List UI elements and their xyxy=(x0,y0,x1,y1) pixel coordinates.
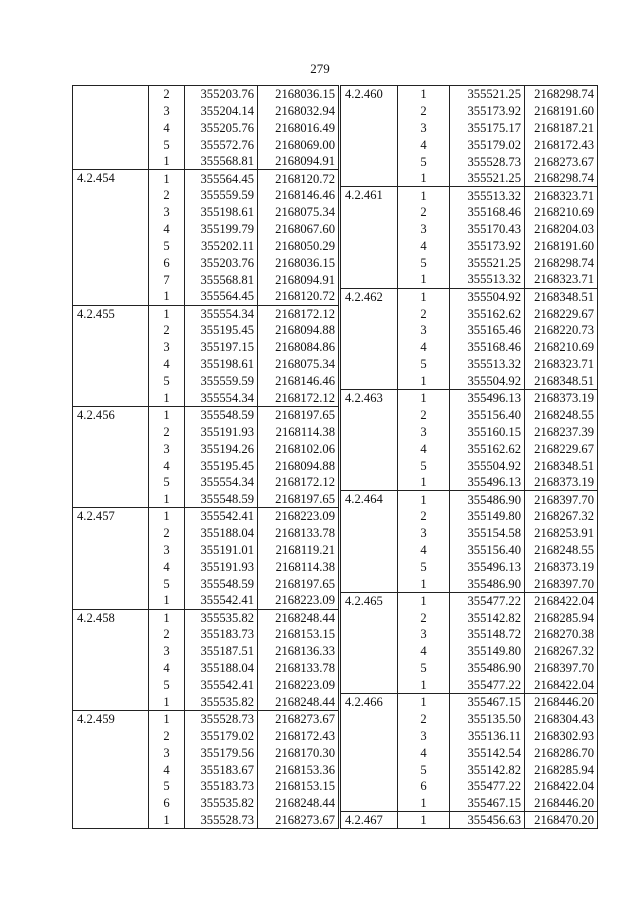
point-number: 2 xyxy=(149,187,185,204)
point-number: 2 xyxy=(149,727,185,744)
y-coordinate: 2168397.70 xyxy=(525,491,598,508)
point-number: 2 xyxy=(398,609,450,626)
y-coordinate: 2168120.72 xyxy=(258,288,339,305)
point-number: 7 xyxy=(149,271,185,288)
x-coordinate: 355156.40 xyxy=(450,542,525,559)
point-number: 1 xyxy=(149,406,185,423)
x-coordinate: 355197.15 xyxy=(185,339,258,356)
x-coordinate: 355564.45 xyxy=(185,170,258,187)
y-coordinate: 2168298.74 xyxy=(525,254,598,271)
x-coordinate: 355148.72 xyxy=(450,626,525,643)
y-coordinate: 2168119.21 xyxy=(258,542,339,559)
y-coordinate: 2168373.19 xyxy=(525,474,598,491)
y-coordinate: 2168348.51 xyxy=(525,457,598,474)
y-coordinate: 2168094.88 xyxy=(258,322,339,339)
y-coordinate: 2168036.15 xyxy=(258,254,339,271)
x-coordinate: 355199.79 xyxy=(185,221,258,238)
table-row xyxy=(341,187,598,204)
point-number: 2 xyxy=(398,406,450,423)
x-coordinate: 355162.62 xyxy=(450,305,525,322)
y-coordinate: 2168146.46 xyxy=(258,187,339,204)
point-number: 1 xyxy=(149,305,185,322)
parcel-id: 4.2.466 xyxy=(341,694,398,812)
x-coordinate: 355521.25 xyxy=(450,254,525,271)
parcel-id: 4.2.463 xyxy=(341,390,398,491)
y-coordinate: 2168094.91 xyxy=(258,153,339,170)
point-number: 3 xyxy=(398,322,450,339)
point-number: 4 xyxy=(149,761,185,778)
point-number: 4 xyxy=(149,558,185,575)
x-coordinate: 355513.32 xyxy=(450,187,525,204)
point-number: 1 xyxy=(149,710,185,727)
x-coordinate: 355548.59 xyxy=(185,491,258,508)
point-number: 2 xyxy=(149,322,185,339)
y-coordinate: 2168323.71 xyxy=(525,187,598,204)
y-coordinate: 2168153.36 xyxy=(258,761,339,778)
table-row xyxy=(341,592,598,609)
y-coordinate: 2168094.91 xyxy=(258,271,339,288)
y-coordinate: 2168146.46 xyxy=(258,373,339,390)
y-coordinate: 2168197.65 xyxy=(258,406,339,423)
point-number: 5 xyxy=(398,660,450,677)
point-number: 3 xyxy=(398,626,450,643)
x-coordinate: 355170.43 xyxy=(450,221,525,238)
parcel-id: 4.2.459 xyxy=(73,710,149,828)
x-coordinate: 355195.45 xyxy=(185,457,258,474)
y-coordinate: 2168133.78 xyxy=(258,525,339,542)
point-number: 1 xyxy=(149,592,185,609)
x-coordinate: 355165.46 xyxy=(450,322,525,339)
y-coordinate: 2168223.09 xyxy=(258,677,339,694)
y-coordinate: 2168285.94 xyxy=(525,761,598,778)
y-coordinate: 2168172.43 xyxy=(258,727,339,744)
x-coordinate: 355149.80 xyxy=(450,508,525,525)
point-number: 3 xyxy=(149,643,185,660)
point-number: 5 xyxy=(149,677,185,694)
point-number: 1 xyxy=(149,694,185,711)
point-number: 5 xyxy=(149,238,185,255)
point-number: 5 xyxy=(398,761,450,778)
table-row xyxy=(341,86,598,103)
point-number: 1 xyxy=(149,812,185,829)
x-coordinate: 355477.22 xyxy=(450,677,525,694)
x-coordinate: 355173.92 xyxy=(450,102,525,119)
y-coordinate: 2168304.43 xyxy=(525,710,598,727)
point-number: 5 xyxy=(398,356,450,373)
parcel-id: 4.2.454 xyxy=(73,170,149,305)
point-number: 1 xyxy=(398,373,450,390)
x-coordinate: 355528.73 xyxy=(185,812,258,829)
table-row xyxy=(73,508,339,525)
point-number: 4 xyxy=(398,542,450,559)
y-coordinate: 2168397.70 xyxy=(525,575,598,592)
x-coordinate: 355513.32 xyxy=(450,271,525,288)
point-number: 5 xyxy=(149,778,185,795)
point-number: 1 xyxy=(149,508,185,525)
x-coordinate: 355467.15 xyxy=(450,795,525,812)
point-number: 1 xyxy=(398,390,450,407)
x-coordinate: 355486.90 xyxy=(450,575,525,592)
point-number: 6 xyxy=(149,254,185,271)
table-row xyxy=(73,710,339,727)
y-coordinate: 2168136.33 xyxy=(258,643,339,660)
x-coordinate: 355198.61 xyxy=(185,356,258,373)
y-coordinate: 2168069.00 xyxy=(258,136,339,153)
point-number: 3 xyxy=(149,744,185,761)
x-coordinate: 355183.73 xyxy=(185,626,258,643)
parcel-id: 4.2.458 xyxy=(73,609,149,710)
x-coordinate: 355191.01 xyxy=(185,542,258,559)
x-coordinate: 355136.11 xyxy=(450,727,525,744)
point-number: 5 xyxy=(149,373,185,390)
point-number: 2 xyxy=(149,525,185,542)
y-coordinate: 2168348.51 xyxy=(525,373,598,390)
y-coordinate: 2168323.71 xyxy=(525,356,598,373)
coordinates-table-right xyxy=(340,85,598,829)
point-number: 3 xyxy=(398,119,450,136)
x-coordinate: 355504.92 xyxy=(450,288,525,305)
x-coordinate: 355496.13 xyxy=(450,558,525,575)
point-number: 3 xyxy=(149,542,185,559)
y-coordinate: 2168348.51 xyxy=(525,288,598,305)
y-coordinate: 2168285.94 xyxy=(525,609,598,626)
table-row xyxy=(341,390,598,407)
point-number: 1 xyxy=(398,677,450,694)
y-coordinate: 2168248.44 xyxy=(258,795,339,812)
x-coordinate: 355188.04 xyxy=(185,660,258,677)
x-coordinate: 355179.02 xyxy=(185,727,258,744)
point-number: 1 xyxy=(398,288,450,305)
point-number: 1 xyxy=(149,153,185,170)
x-coordinate: 355542.41 xyxy=(185,508,258,525)
y-coordinate: 2168273.67 xyxy=(525,153,598,170)
x-coordinate: 355535.82 xyxy=(185,795,258,812)
x-coordinate: 355149.80 xyxy=(450,643,525,660)
y-coordinate: 2168187.21 xyxy=(525,119,598,136)
y-coordinate: 2168286.70 xyxy=(525,744,598,761)
point-number: 6 xyxy=(149,795,185,812)
y-coordinate: 2168153.15 xyxy=(258,626,339,643)
y-coordinate: 2168267.32 xyxy=(525,508,598,525)
point-number: 1 xyxy=(149,390,185,407)
parcel-id: 4.2.461 xyxy=(341,187,398,288)
parcel-id: 4.2.457 xyxy=(73,508,149,609)
y-coordinate: 2168016.49 xyxy=(258,119,339,136)
x-coordinate: 355477.22 xyxy=(450,778,525,795)
x-coordinate: 355160.15 xyxy=(450,423,525,440)
y-coordinate: 2168298.74 xyxy=(525,86,598,103)
x-coordinate: 355559.59 xyxy=(185,187,258,204)
x-coordinate: 355548.59 xyxy=(185,575,258,592)
x-coordinate: 355564.45 xyxy=(185,288,258,305)
x-coordinate: 355142.82 xyxy=(450,609,525,626)
y-coordinate: 2168210.69 xyxy=(525,339,598,356)
x-coordinate: 355173.92 xyxy=(450,238,525,255)
point-number: 4 xyxy=(398,744,450,761)
x-coordinate: 355496.13 xyxy=(450,390,525,407)
point-number: 1 xyxy=(398,491,450,508)
parcel-id: 4.2.462 xyxy=(341,288,398,389)
point-number: 5 xyxy=(149,575,185,592)
x-coordinate: 355521.25 xyxy=(450,170,525,187)
x-coordinate: 355542.41 xyxy=(185,677,258,694)
point-number: 1 xyxy=(398,592,450,609)
x-coordinate: 355168.46 xyxy=(450,204,525,221)
coordinates-table-left xyxy=(72,85,339,829)
x-coordinate: 355535.82 xyxy=(185,609,258,626)
y-coordinate: 2168422.04 xyxy=(525,592,598,609)
y-coordinate: 2168273.67 xyxy=(258,812,339,829)
point-number: 2 xyxy=(398,102,450,119)
parcel-id: 4.2.465 xyxy=(341,592,398,693)
x-coordinate: 355168.46 xyxy=(450,339,525,356)
x-coordinate: 355142.82 xyxy=(450,761,525,778)
point-number: 1 xyxy=(398,795,450,812)
y-coordinate: 2168223.09 xyxy=(258,592,339,609)
y-coordinate: 2168373.19 xyxy=(525,558,598,575)
y-coordinate: 2168229.67 xyxy=(525,305,598,322)
x-coordinate: 355548.59 xyxy=(185,406,258,423)
y-coordinate: 2168446.20 xyxy=(525,795,598,812)
y-coordinate: 2168223.09 xyxy=(258,508,339,525)
point-number: 1 xyxy=(398,575,450,592)
point-number: 5 xyxy=(149,136,185,153)
x-coordinate: 355135.50 xyxy=(450,710,525,727)
x-coordinate: 355179.02 xyxy=(450,136,525,153)
x-coordinate: 355204.14 xyxy=(185,102,258,119)
x-coordinate: 355194.26 xyxy=(185,440,258,457)
x-coordinate: 355521.25 xyxy=(450,86,525,103)
y-coordinate: 2168237.39 xyxy=(525,423,598,440)
y-coordinate: 2168050.29 xyxy=(258,238,339,255)
x-coordinate: 355183.67 xyxy=(185,761,258,778)
point-number: 2 xyxy=(398,710,450,727)
point-number: 4 xyxy=(398,136,450,153)
point-number: 4 xyxy=(149,221,185,238)
x-coordinate: 355467.15 xyxy=(450,694,525,711)
point-number: 1 xyxy=(398,271,450,288)
point-number: 5 xyxy=(398,558,450,575)
y-coordinate: 2168067.60 xyxy=(258,221,339,238)
y-coordinate: 2168270.38 xyxy=(525,626,598,643)
point-number: 4 xyxy=(398,339,450,356)
point-number: 3 xyxy=(149,339,185,356)
y-coordinate: 2168248.55 xyxy=(525,542,598,559)
y-coordinate: 2168397.70 xyxy=(525,660,598,677)
y-coordinate: 2168197.65 xyxy=(258,575,339,592)
point-number: 4 xyxy=(398,643,450,660)
x-coordinate: 355572.76 xyxy=(185,136,258,153)
y-coordinate: 2168446.20 xyxy=(525,694,598,711)
table-row xyxy=(341,694,598,711)
y-coordinate: 2168172.43 xyxy=(525,136,598,153)
x-coordinate: 355513.32 xyxy=(450,356,525,373)
point-number: 1 xyxy=(398,694,450,711)
y-coordinate: 2168248.55 xyxy=(525,406,598,423)
point-number: 3 xyxy=(398,423,450,440)
table-row xyxy=(341,491,598,508)
point-number: 1 xyxy=(398,187,450,204)
y-coordinate: 2168220.73 xyxy=(525,322,598,339)
point-number: 5 xyxy=(149,474,185,491)
point-number: 4 xyxy=(398,238,450,255)
point-number: 5 xyxy=(398,153,450,170)
y-coordinate: 2168114.38 xyxy=(258,558,339,575)
y-coordinate: 2168210.69 xyxy=(525,204,598,221)
y-coordinate: 2168094.88 xyxy=(258,457,339,474)
x-coordinate: 355191.93 xyxy=(185,423,258,440)
point-number: 4 xyxy=(398,440,450,457)
y-coordinate: 2168133.78 xyxy=(258,660,339,677)
y-coordinate: 2168197.65 xyxy=(258,491,339,508)
x-coordinate: 355535.82 xyxy=(185,694,258,711)
x-coordinate: 355496.13 xyxy=(450,474,525,491)
table-row xyxy=(341,288,598,305)
point-number: 3 xyxy=(149,102,185,119)
y-coordinate: 2168102.06 xyxy=(258,440,339,457)
page-number: 279 xyxy=(310,61,330,76)
x-coordinate: 355559.59 xyxy=(185,373,258,390)
point-number: 3 xyxy=(398,525,450,542)
x-coordinate: 355504.92 xyxy=(450,373,525,390)
point-number: 5 xyxy=(398,254,450,271)
parcel-id: 4.2.464 xyxy=(341,491,398,592)
y-coordinate: 2168172.12 xyxy=(258,305,339,322)
y-coordinate: 2168248.44 xyxy=(258,609,339,626)
y-coordinate: 2168172.12 xyxy=(258,390,339,407)
y-coordinate: 2168191.60 xyxy=(525,238,598,255)
table-row xyxy=(73,406,339,423)
table-row xyxy=(73,86,339,103)
x-coordinate: 355542.41 xyxy=(185,592,258,609)
point-number: 3 xyxy=(398,221,450,238)
y-coordinate: 2168172.12 xyxy=(258,474,339,491)
x-coordinate: 355202.11 xyxy=(185,238,258,255)
x-coordinate: 355195.45 xyxy=(185,322,258,339)
y-coordinate: 2168084.86 xyxy=(258,339,339,356)
y-coordinate: 2168075.34 xyxy=(258,204,339,221)
x-coordinate: 355554.34 xyxy=(185,474,258,491)
y-coordinate: 2168302.93 xyxy=(525,727,598,744)
x-coordinate: 355203.76 xyxy=(185,86,258,103)
point-number: 1 xyxy=(398,86,450,103)
y-coordinate: 2168191.60 xyxy=(525,102,598,119)
point-number: 4 xyxy=(149,356,185,373)
y-coordinate: 2168470.20 xyxy=(525,812,598,829)
y-coordinate: 2168267.32 xyxy=(525,643,598,660)
x-coordinate: 355456.63 xyxy=(450,812,525,829)
x-coordinate: 355554.34 xyxy=(185,305,258,322)
y-coordinate: 2168253.91 xyxy=(525,525,598,542)
y-coordinate: 2168298.74 xyxy=(525,170,598,187)
x-coordinate: 355179.56 xyxy=(185,744,258,761)
y-coordinate: 2168422.04 xyxy=(525,778,598,795)
x-coordinate: 355187.51 xyxy=(185,643,258,660)
x-coordinate: 355203.76 xyxy=(185,254,258,271)
point-number: 3 xyxy=(398,727,450,744)
point-number: 1 xyxy=(398,812,450,829)
point-number: 1 xyxy=(149,491,185,508)
y-coordinate: 2168036.15 xyxy=(258,86,339,103)
y-coordinate: 2168373.19 xyxy=(525,390,598,407)
y-coordinate: 2168120.72 xyxy=(258,170,339,187)
y-coordinate: 2168229.67 xyxy=(525,440,598,457)
x-coordinate: 355198.61 xyxy=(185,204,258,221)
point-number: 2 xyxy=(398,204,450,221)
y-coordinate: 2168273.67 xyxy=(258,710,339,727)
point-number: 1 xyxy=(149,609,185,626)
point-number: 2 xyxy=(398,305,450,322)
x-coordinate: 355528.73 xyxy=(450,153,525,170)
y-coordinate: 2168323.71 xyxy=(525,271,598,288)
x-coordinate: 355568.81 xyxy=(185,153,258,170)
x-coordinate: 355477.22 xyxy=(450,592,525,609)
point-number: 3 xyxy=(149,204,185,221)
x-coordinate: 355175.17 xyxy=(450,119,525,136)
x-coordinate: 355142.54 xyxy=(450,744,525,761)
table-row xyxy=(341,812,598,829)
point-number: 1 xyxy=(149,288,185,305)
y-coordinate: 2168114.38 xyxy=(258,423,339,440)
x-coordinate: 355205.76 xyxy=(185,119,258,136)
point-number: 1 xyxy=(398,474,450,491)
parcel-id: 4.2.456 xyxy=(73,406,149,507)
table-row xyxy=(73,305,339,322)
x-coordinate: 355486.90 xyxy=(450,491,525,508)
parcel-id xyxy=(73,86,149,170)
x-coordinate: 355568.81 xyxy=(185,271,258,288)
table-row xyxy=(73,609,339,626)
parcel-id: 4.2.460 xyxy=(341,86,398,187)
y-coordinate: 2168153.15 xyxy=(258,778,339,795)
x-coordinate: 355188.04 xyxy=(185,525,258,542)
y-coordinate: 2168422.04 xyxy=(525,677,598,694)
y-coordinate: 2168170.30 xyxy=(258,744,339,761)
x-coordinate: 355554.34 xyxy=(185,390,258,407)
x-coordinate: 355528.73 xyxy=(185,710,258,727)
point-number: 2 xyxy=(149,626,185,643)
point-number: 4 xyxy=(149,457,185,474)
point-number: 2 xyxy=(149,423,185,440)
table-row xyxy=(73,170,339,187)
y-coordinate: 2168248.44 xyxy=(258,694,339,711)
point-number: 4 xyxy=(149,119,185,136)
point-number: 2 xyxy=(149,86,185,103)
y-coordinate: 2168204.03 xyxy=(525,221,598,238)
x-coordinate: 355154.58 xyxy=(450,525,525,542)
y-coordinate: 2168032.94 xyxy=(258,102,339,119)
point-number: 4 xyxy=(149,660,185,677)
x-coordinate: 355191.93 xyxy=(185,558,258,575)
point-number: 1 xyxy=(398,170,450,187)
point-number: 1 xyxy=(149,170,185,187)
y-coordinate: 2168075.34 xyxy=(258,356,339,373)
x-coordinate: 355162.62 xyxy=(450,440,525,457)
x-coordinate: 355156.40 xyxy=(450,406,525,423)
parcel-id: 4.2.467 xyxy=(341,812,398,829)
parcel-id: 4.2.455 xyxy=(73,305,149,406)
point-number: 2 xyxy=(398,508,450,525)
x-coordinate: 355486.90 xyxy=(450,660,525,677)
point-number: 3 xyxy=(149,440,185,457)
point-number: 5 xyxy=(398,457,450,474)
x-coordinate: 355504.92 xyxy=(450,457,525,474)
x-coordinate: 355183.73 xyxy=(185,778,258,795)
point-number: 6 xyxy=(398,778,450,795)
